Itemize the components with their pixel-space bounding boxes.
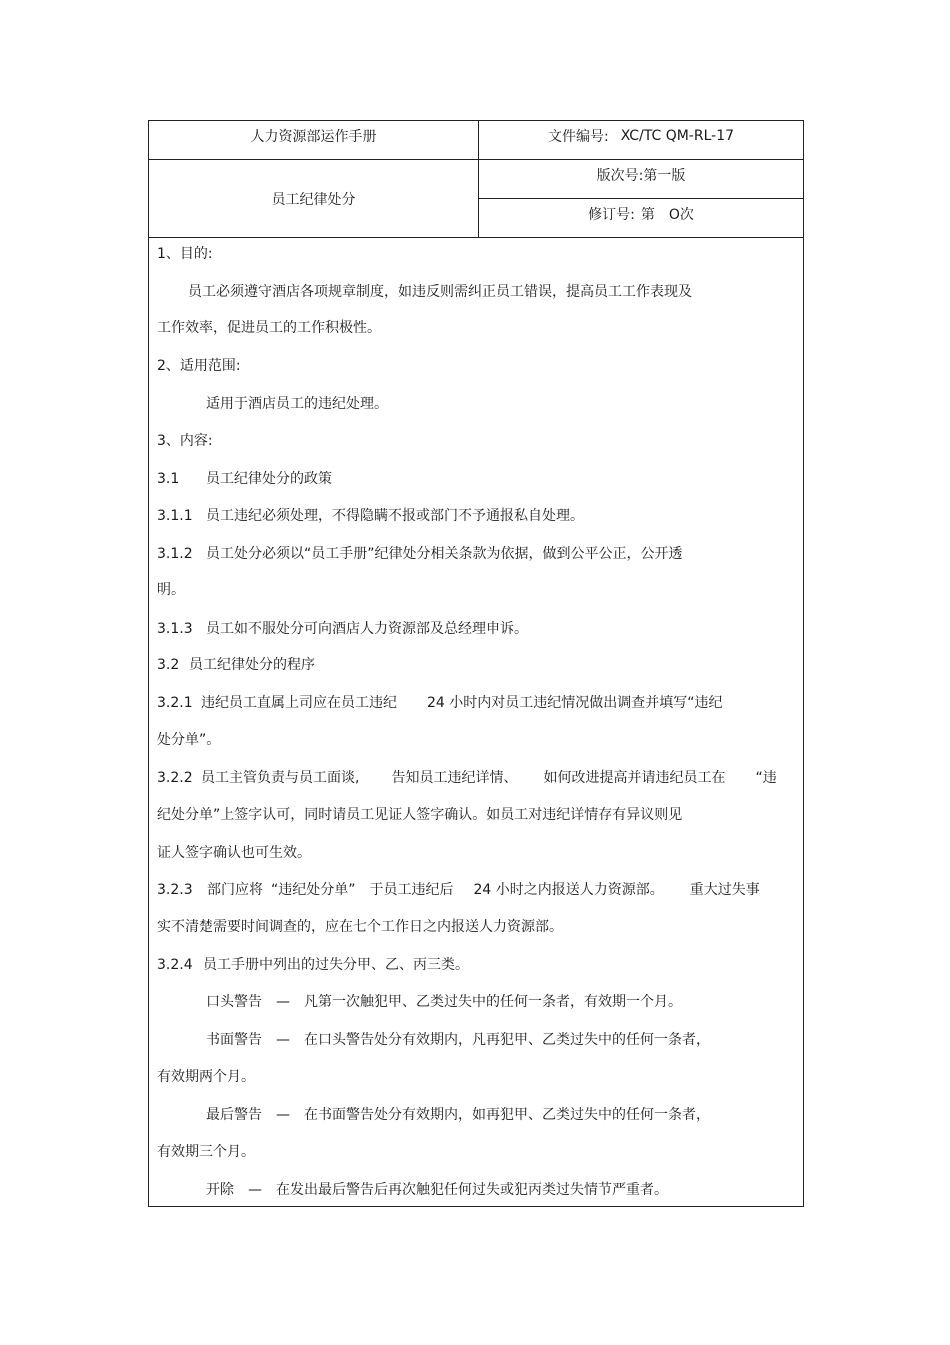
clause-number: 3.1.2 [157,546,193,562]
clause-3-1: 3.1 员工纪律处分的政策 [157,471,332,487]
warning-written-cont: 有效期两个月。 [157,1069,255,1085]
clause-number: 3.1 [157,471,180,487]
dash: — [276,1107,290,1123]
clause-number: 3.1.3 [157,621,193,637]
doc-number-label: 文件编号: [547,129,609,145]
section-1-title: 1、目的: [157,246,213,262]
doc-number-value: XC/TC QM-RL-17 [620,128,735,144]
clause-3-2: 3.2 员工纪律处分的程序 [157,657,315,673]
clause-3-2-3: 3.2.3 部门应将 “违纪处分单” 于员工违纪后 24 小时之内报送人力资源部。 重大过失事 [157,882,760,898]
warning-written: 书面警告 — 在口头警告处分有效期内，凡再犯甲、乙类过失中的任何一条者， [206,1032,710,1048]
clause-3-2-2-cont2: 证人签字确认也可生效。 [157,845,311,861]
warning-label: 口头警告 [206,994,262,1010]
warning-dismissal: 开除 — 在发出最后警告后再次触犯任何过失或犯丙类过失情节严重者。 [206,1182,668,1198]
warning-label: 书面警告 [206,1032,262,1048]
section-2-title: 2、适用范围: [157,358,241,374]
document-table [148,120,804,1207]
warning-label: 最后警告 [206,1107,262,1123]
dash: — [248,1182,262,1198]
clause-3-1-3: 3.1.3 员工如不服处分可向酒店人力资源部及总经理申诉。 [157,621,528,637]
clause-3-1-2: 3.1.2 员工处分必须以“员工手册”纪律处分相关条款为依据，做到公平公正，公开透 [157,546,683,562]
section-title: 员工纪律处分 [271,191,356,208]
clause-3-1-1: 3.1.1 员工违纪必须处理，不得隐瞒不报或部门不予通报私自处理。 [157,508,584,524]
version-number [479,160,803,190]
clause-number: 3.2 [157,657,180,673]
doc-number [479,121,803,151]
clause-3-2-2-cont1: 纪处分单”上签字认可，同时请员工见证人签字确认。如员工对违纪详情存有异议则见 [157,807,683,823]
revision-number [479,199,803,229]
dash: — [276,1032,290,1048]
version-value: 第一版 [643,168,686,184]
revision-label: 修订号: [588,207,635,223]
section-1-text-line1: 员工必须遵守酒店各项规章制度，如违反则需纠正员工错误，提高员工工作表现及 [188,284,692,300]
header-bottom-border [149,237,803,238]
section-3-title: 3、内容: [157,433,213,449]
section-1-text-line2: 工作效率，促进员工的工作积极性。 [157,320,381,336]
clause-number: 3.2.2 [157,770,193,786]
version-label: 版次号: [596,168,644,184]
manual-title: 人力资源部运作手册 [250,129,377,145]
clause-number: 3.2.1 [157,695,193,711]
revision-value: 第 O次 [640,207,694,223]
clause-number: 3.1.1 [157,508,193,524]
clause-3-2-1: 3.2.1 违纪员工直属上司应在员工违纪 24 小时内对员工违纪情况做出调查并填写“违纪 [157,695,723,711]
clause-3-2-3-cont: 实不清楚需要时间调查的，应在七个工作日之内报送人力资源部。 [157,919,563,935]
clause-number: 3.2.3 [157,882,193,898]
clause-3-2-1-cont: 处分单”。 [157,732,221,748]
clause-3-2-2: 3.2.2 员工主管负责与员工面谈, 告知员工违纪详情、 如何改进提高并请违纪员工在 “违 [157,770,777,786]
warning-label: 开除 [206,1182,234,1198]
section-2-text: 适用于酒店员工的违纪处理。 [206,396,388,412]
warning-final: 最后警告 — 在书面警告处分有效期内，如再犯甲、乙类过失中的任何一条者， [206,1107,710,1123]
warning-final-cont: 有效期三个月。 [157,1144,255,1160]
dash: — [276,994,290,1010]
clause-3-2-4: 3.2.4 员工手册中列出的过失分甲、乙、丙三类。 [157,957,469,973]
warning-verbal: 口头警告 — 凡第一次触犯甲、乙类过失中的任何一条者，有效期一个月。 [206,994,682,1010]
clause-number: 3.2.4 [157,957,193,973]
clause-3-1-2-cont: 明。 [157,582,185,598]
